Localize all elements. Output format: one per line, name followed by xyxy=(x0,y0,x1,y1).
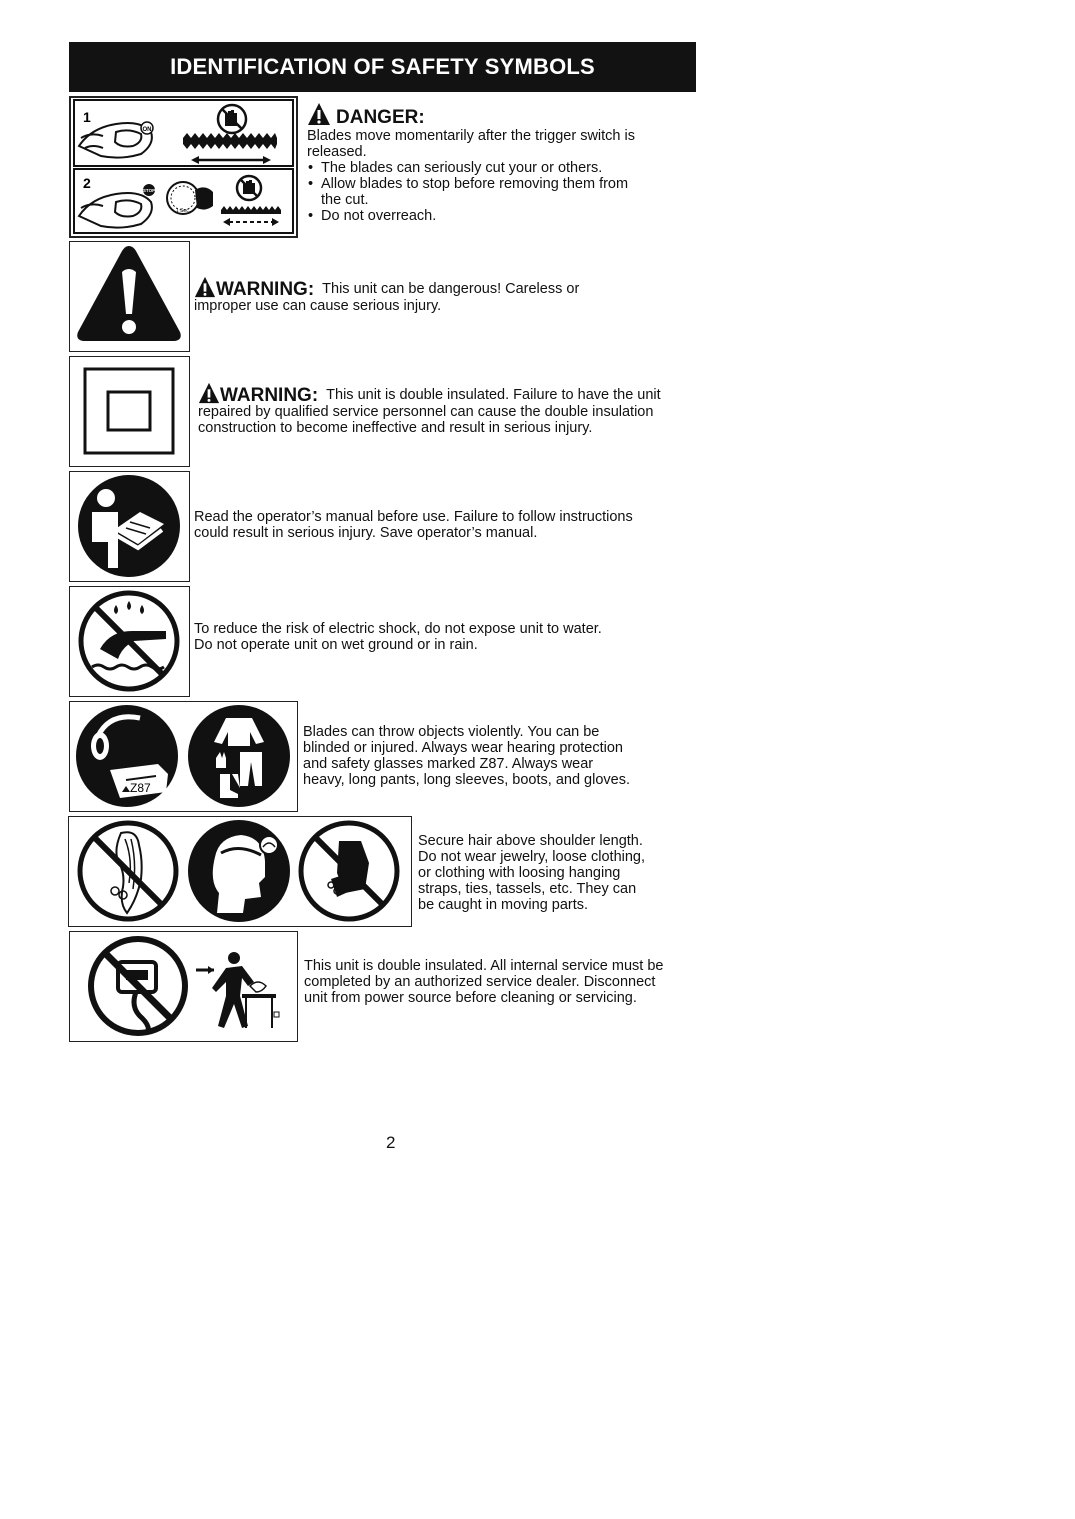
step-1-label: 1 xyxy=(83,109,91,125)
warning-text-block xyxy=(198,382,688,436)
hedge-blade-icon xyxy=(221,206,281,226)
hair-line: be caught in moving parts. xyxy=(418,897,589,913)
warning-text-block xyxy=(194,276,674,314)
danger-bullet-continuation: the cut. xyxy=(321,192,369,208)
step-2-label: 2 xyxy=(83,175,91,191)
warning-symbol-box xyxy=(69,241,190,352)
page-number: 2 xyxy=(386,1133,396,1152)
service-line: unit from power source before cleaning or servicing. xyxy=(304,990,637,1006)
danger-line: released. xyxy=(307,144,367,160)
ear-eye-protection-icon xyxy=(76,705,178,807)
protection-line: Blades can throw objects violently. You can be xyxy=(303,724,600,740)
water-line: To reduce the risk of electric shock, do not expose unit to water. xyxy=(194,621,602,637)
alert-triangle-icon xyxy=(307,102,331,126)
service-line: This unit is double insulated. All internal service must be xyxy=(304,958,664,974)
warning-header: WARNING: xyxy=(220,385,319,406)
manual-text-block xyxy=(194,509,674,541)
service-technician-icon xyxy=(196,952,279,1028)
protection-symbol-box xyxy=(69,701,298,812)
double-insulation-symbol-box xyxy=(69,356,190,467)
protective-clothing-icon xyxy=(188,705,290,807)
danger-header: DANGER: xyxy=(336,107,425,128)
hair-line: Do not wear jewelry, loose clothing, xyxy=(418,849,646,865)
hair-line: or clothing with loosing hanging xyxy=(418,865,621,881)
service-symbol-box xyxy=(69,931,298,1042)
warning-header: WARNING: xyxy=(216,279,315,300)
water-text-block xyxy=(194,621,674,653)
water-symbol-box xyxy=(69,586,190,697)
no-loose-clothing-icon xyxy=(301,823,397,919)
manual-line: Read the operator’s manual before use. Failure to follow instructions xyxy=(194,509,633,525)
on-label: ON xyxy=(142,127,152,133)
read-manual-icon xyxy=(78,475,180,577)
trimmer-handle-icon xyxy=(79,193,152,228)
danger-symbol-panel xyxy=(69,96,298,238)
no-long-hair-icon xyxy=(80,823,176,919)
protection-line: and safety glasses marked Z87. Always wear xyxy=(303,756,594,772)
water-line: Do not operate unit on wet ground or in rain. xyxy=(194,637,478,653)
service-text-block xyxy=(304,958,699,1006)
warning-line: This unit is double insulated. Failure to have the unit xyxy=(326,387,661,403)
no-water-icon xyxy=(81,593,177,689)
danger-bullet: • Allow blades to stop before removing them from xyxy=(307,176,677,192)
service-line: completed by an authorized service dealer. Disconnect xyxy=(304,974,656,990)
page-title: IDENTIFICATION OF SAFETY SYMBOLS xyxy=(69,42,696,92)
no-hand-icon xyxy=(218,105,246,133)
danger-bullet: • The blades can seriously cut your or others. xyxy=(307,160,677,176)
alert-triangle-icon xyxy=(198,382,220,404)
warning-line: This unit can be dangerous! Careless or xyxy=(322,281,580,297)
alert-triangle-icon xyxy=(194,276,216,298)
z87-label: Z87 xyxy=(130,781,151,795)
stop-label: STOP xyxy=(142,188,156,193)
protection-line: blinded or injured. Always wear hearing protection xyxy=(303,740,623,756)
hair-text-block xyxy=(418,833,698,913)
tied-hair-icon xyxy=(188,820,290,922)
hedge-blade-icon xyxy=(183,133,277,164)
protection-text-block xyxy=(303,724,683,788)
timer-icon xyxy=(167,182,213,214)
danger-text-block xyxy=(307,100,677,224)
danger-bullet: • Do not overreach. xyxy=(307,208,677,224)
danger-line: Blades move momentarily after the trigger switch is xyxy=(307,128,635,144)
manual-line: could result in serious injury. Save operator’s manual. xyxy=(194,525,538,541)
warning-line: improper use can cause serious injury. xyxy=(194,298,442,314)
hair-clothing-symbol-box xyxy=(68,816,412,927)
warning-line: construction to become ineffective and result in serious injury. xyxy=(198,420,593,436)
protection-line: heavy, long pants, long sleeves, boots, and gloves. xyxy=(303,772,631,788)
warning-line: repaired by qualified service personnel can cause the double insulation xyxy=(198,404,654,420)
seconds-label: 1 Sec. xyxy=(175,208,191,214)
hair-line: Secure hair above shoulder length. xyxy=(418,833,643,849)
hair-line: straps, ties, tassels, etc. They can xyxy=(418,881,637,897)
read-manual-symbol-box xyxy=(69,471,190,582)
no-plug-icon xyxy=(91,939,185,1033)
no-hand-icon xyxy=(237,176,261,200)
double-square-icon xyxy=(85,369,173,453)
